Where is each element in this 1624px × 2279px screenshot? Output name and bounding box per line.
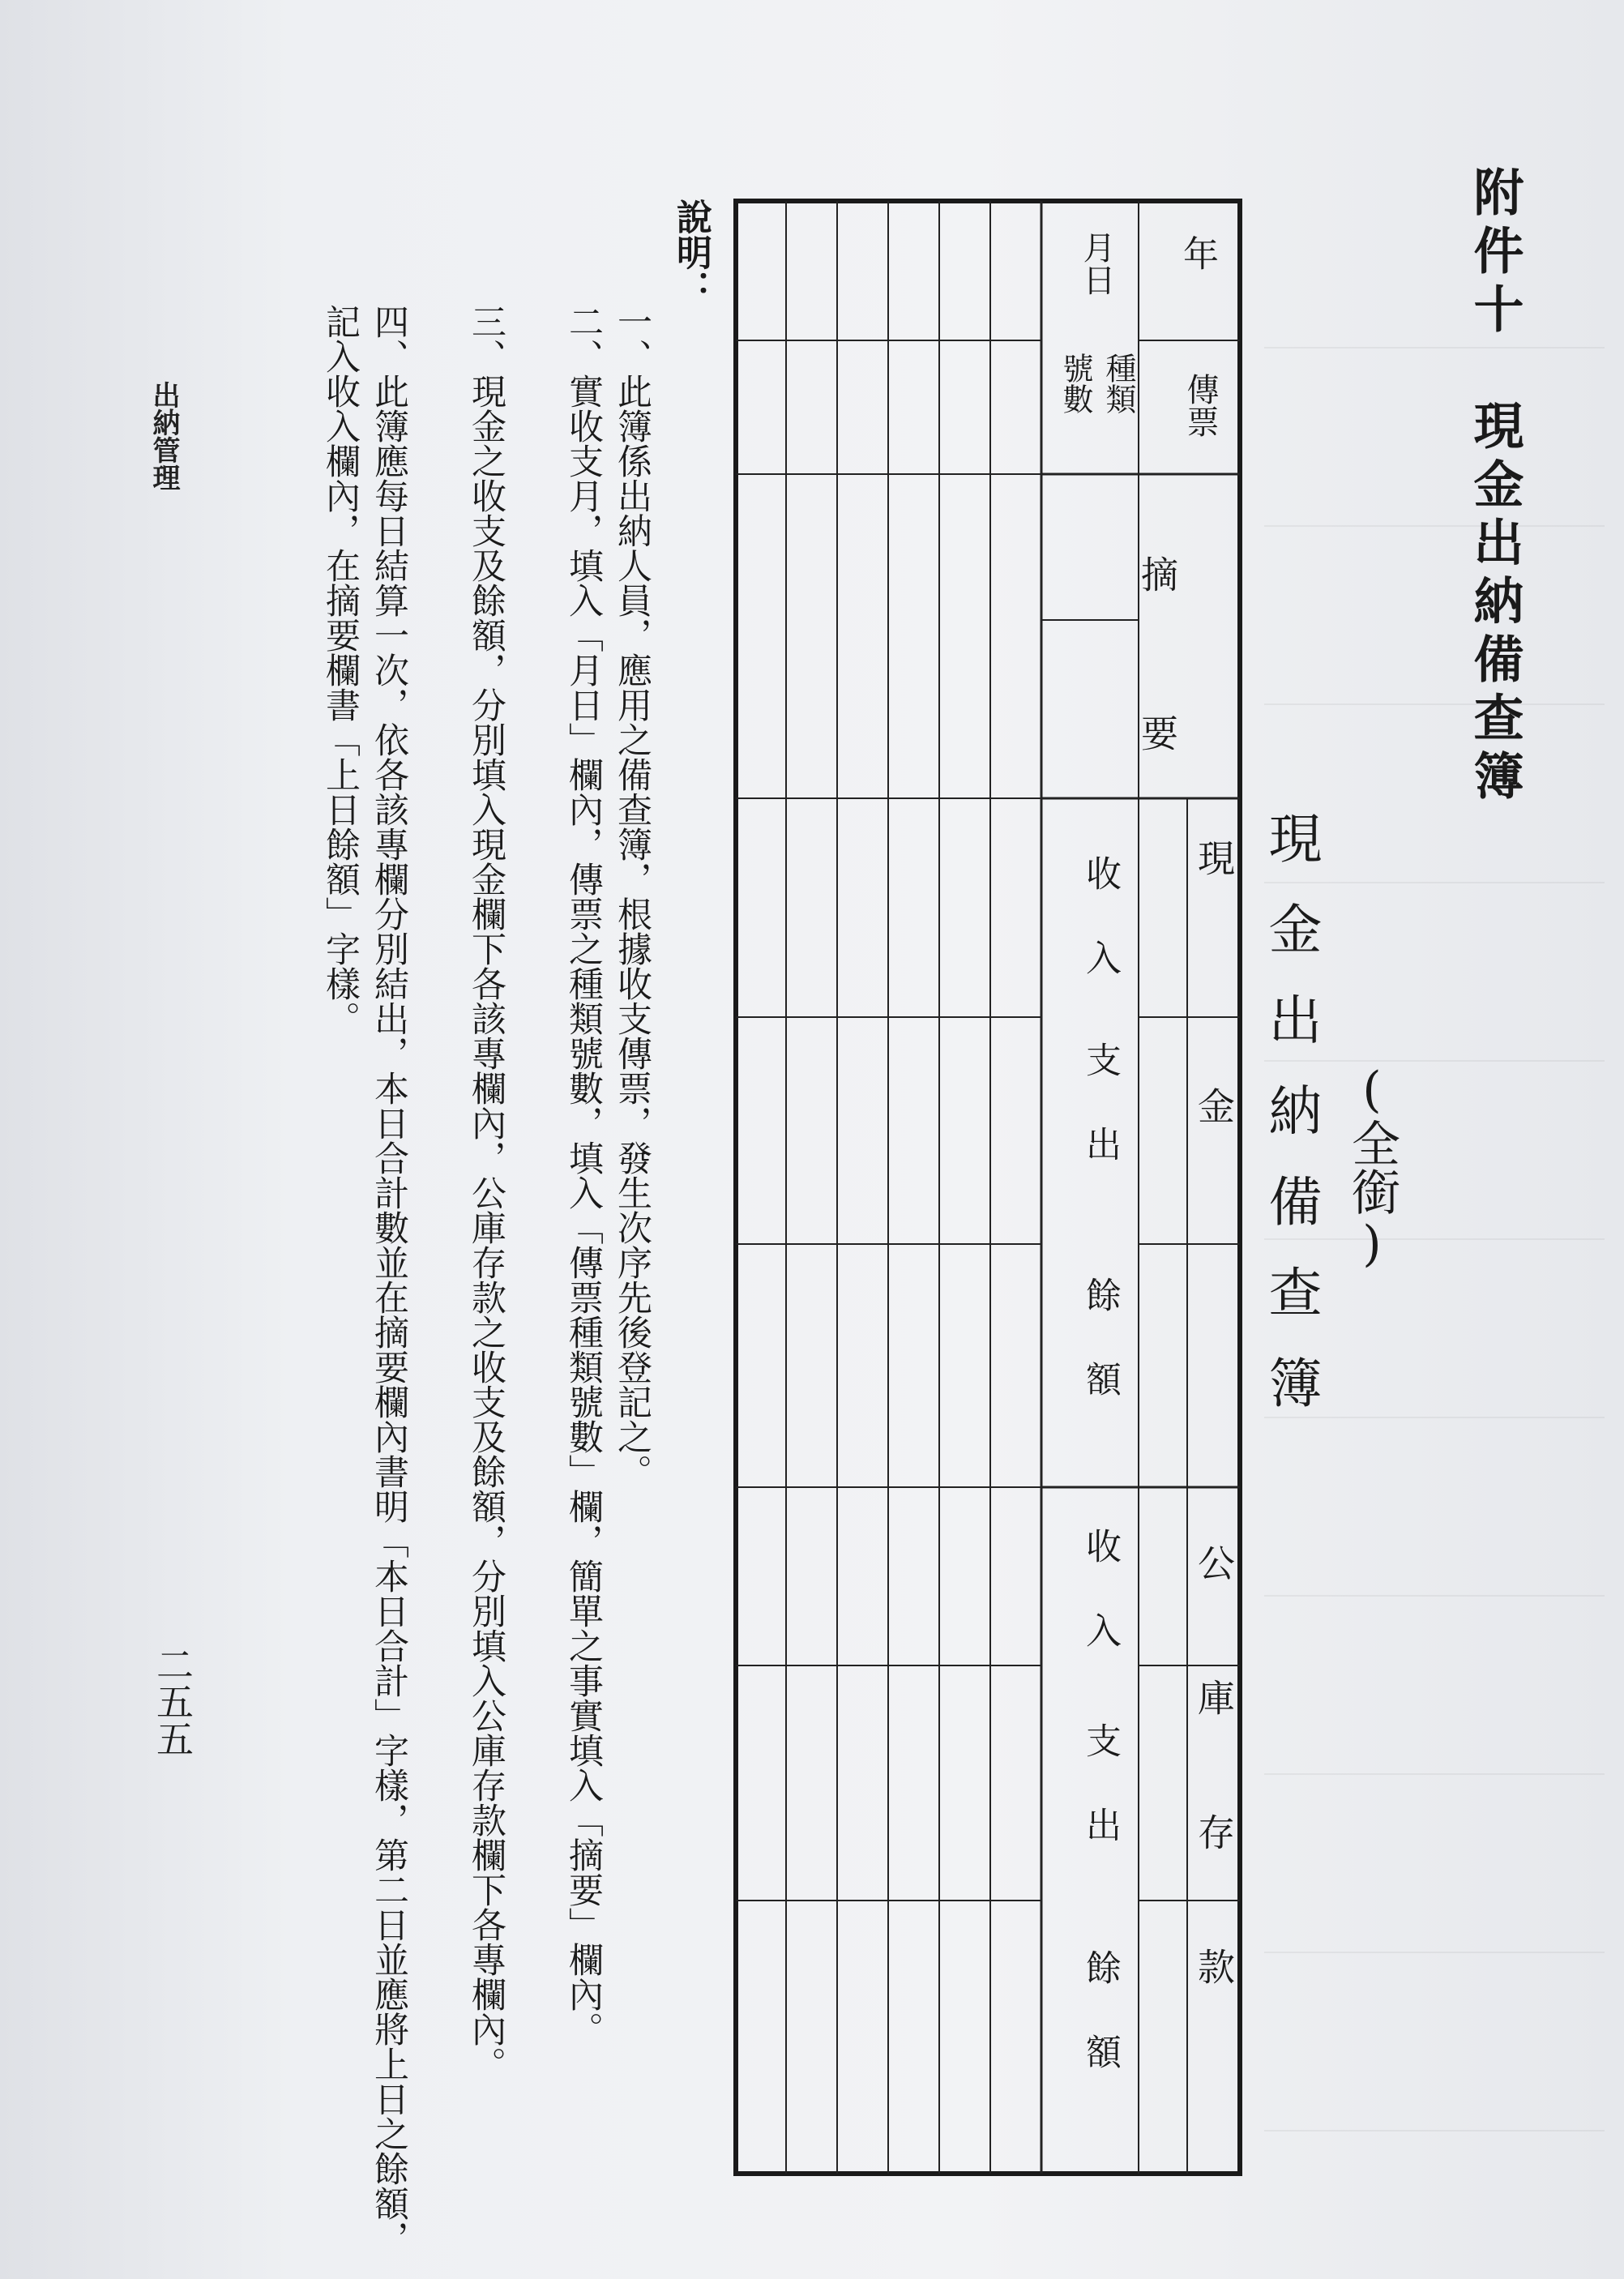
- header-cash: 現金: [1192, 839, 1236, 1335]
- header-treasury-expense: 支出: [1079, 1722, 1121, 1891]
- header-voucher-type: 種類: [1100, 353, 1136, 414]
- notes-label: 說明：: [670, 199, 712, 306]
- note-2: 二、實收支月，填入「月日」欄內，傳票之種類號數，填入「傳票種類號數」欄，簡單之事實填入「摘要」欄內。: [563, 304, 604, 2046]
- book-title: 現金出納備查簿: [1259, 810, 1322, 1446]
- header-treasury-balance: 餘額: [1079, 1949, 1121, 2118]
- header-treasury-income: 收入: [1079, 1528, 1121, 1696]
- header-voucher-number: 號數: [1058, 353, 1093, 414]
- header-cash-expense: 支出: [1079, 1041, 1121, 1210]
- header-voucher: 傳票: [1182, 373, 1219, 438]
- page-number: 二五五: [151, 1645, 194, 1757]
- book-subtitle: (全銜): [1344, 1062, 1400, 1272]
- note-3: 三、現金之收支及餘額，分別填入現金欄下各該專欄內，公庫存款之收支及餘額，分別填入公庫存款欄下各專欄內。: [466, 304, 506, 2081]
- notes-section: [320, 199, 713, 2255]
- header-cash-balance: 餘額: [1079, 1276, 1121, 1445]
- header-summary: 摘要: [1135, 555, 1179, 873]
- note-1: 一、此簿係出納人員，應用之備查簿，根據收支傳票，發生次序先後登記之。: [612, 304, 652, 1489]
- appendix-title: 附件十 現金出納備查簿: [1465, 166, 1524, 808]
- header-cash-income: 收入: [1079, 855, 1121, 1024]
- ledger-form: [733, 199, 1242, 2176]
- header-treasury: 公庫存款: [1192, 1544, 1236, 2082]
- header-month-day: 月日: [1078, 231, 1115, 296]
- footer-stamp: 出納管理: [147, 381, 180, 491]
- ledger-grid: [733, 199, 1242, 2176]
- header-year: 年: [1177, 235, 1218, 271]
- note-4: 四、此簿應每日結算一次，依各該專欄分別結出，本日合計數並在摘要欄內書明「本日合計」字樣，第二日並應將上日之餘額，記入收入欄內，在摘要欄書「上日餘額」字樣。: [320, 304, 409, 2255]
